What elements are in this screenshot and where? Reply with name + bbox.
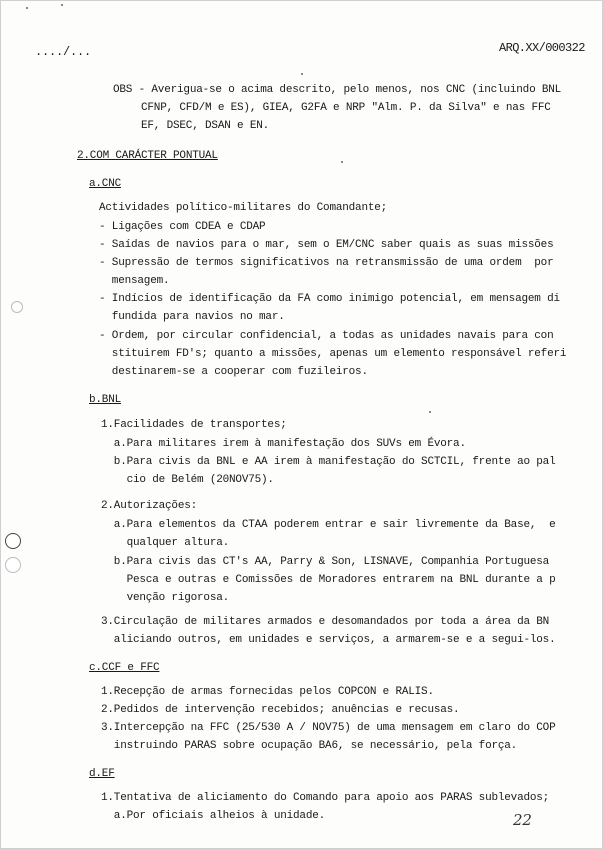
text-line: - Ligações com CDEA e CDAP <box>99 221 266 233</box>
text-line: 3.Circulação de militares armados e desomandados por toda a área da BN <box>101 616 550 628</box>
subsection-heading: c.CCF e FFC <box>89 662 160 674</box>
punch-hole <box>5 557 21 573</box>
text-line: a.Para elementos da CTAA poderem entrar e sair livremente da Base, e <box>101 519 556 531</box>
text-line: destinarem-se a cooperar com fuzileiros. <box>99 366 368 378</box>
text-line: - Ordem, por circular confidencial, a todas as unidades navais para con <box>99 330 554 342</box>
text-line: - Supressão de termos significativos na retransmissão de uma ordem por <box>99 257 554 269</box>
archive-reference: ARQ.XX/000322 <box>499 41 585 55</box>
speck <box>341 161 343 163</box>
text-line: aliciando outros, em unidades e serviços, a armarem-se e a segui-los. <box>101 634 556 646</box>
subsection-heading: a.CNC <box>89 178 122 190</box>
page-number: 22 <box>513 811 532 829</box>
speck <box>26 7 28 9</box>
speck <box>301 73 303 75</box>
text-line: a.Por oficiais alheios à unidade. <box>101 810 326 822</box>
obs-line: CFNP, CFD/M e ES), GIEA, G2FA e NRP "Alm. P. da Silva" e nas FFC <box>141 102 551 114</box>
text-line: fundida para navios no mar. <box>99 311 285 323</box>
text-line: 1.Recepção de armas fornecidas pelos COPCON e RALIS. <box>101 686 434 698</box>
text-line: venção rigorosa. <box>101 592 230 604</box>
text-line: 1.Facilidades de transportes; <box>101 419 287 431</box>
subsection-heading: d.EF <box>89 768 115 780</box>
subsection-intro: Actividades político-militares do Comandante; <box>99 202 388 214</box>
text-line: Pesca e outras e Comissões de Moradores entrarem na BNL durante a p <box>101 574 556 586</box>
text-line: 1.Tentativa de aliciamento do Comando para apoio aos PARAS sublevados; <box>101 792 550 804</box>
subsection-heading: b.BNL <box>89 394 122 406</box>
text-line: b.Para civis das CT's AA, Parry & Son, LISNAVE, Companhia Portuguesa <box>101 556 550 568</box>
obs-line: OBS - Averigua-se o acima descrito, pelo menos, nos CNC (incluindo BNL <box>113 84 562 96</box>
text-line: 3.Intercepção na FFC (25/530 A / NOV75) de uma mensagem em claro do COP <box>101 722 556 734</box>
text-line: qualquer altura. <box>101 537 230 549</box>
text-line: a.Para militares irem à manifestação dos SUVs em Évora. <box>101 438 466 450</box>
speck <box>61 4 63 6</box>
text-line: - Saídas de navios para o mar, sem o EM/CNC saber quais as suas missões <box>99 239 554 251</box>
continuation-mark: ..../... <box>35 45 92 59</box>
speck <box>429 411 431 413</box>
section-title: 2.COM CARÁCTER PONTUAL <box>77 150 218 162</box>
text-line: b.Para civis da BNL e AA irem à manifestação do SCTCIL, frente ao pal <box>101 456 556 468</box>
text-line: mensagem. <box>99 275 170 287</box>
text-line: stituirem FD's; quanto a missões, apenas um elemento responsável referi <box>99 348 567 360</box>
punch-hole <box>11 301 23 313</box>
punch-hole <box>5 533 21 549</box>
text-line: 2.Pedidos de intervenção recebidos; anuências e recusas. <box>101 704 460 716</box>
text-line: - Indícios de identificação da FA como inimigo potencial, em mensagem di <box>99 293 560 305</box>
text-line: instruindo PARAS sobre ocupação BA6, se necessário, pela força. <box>101 740 518 752</box>
text-line: 2.Autorizações: <box>101 500 198 512</box>
text-line: cio de Belém (20NOV75). <box>101 474 274 486</box>
obs-line: EF, DSEC, DSAN e EN. <box>141 120 270 132</box>
